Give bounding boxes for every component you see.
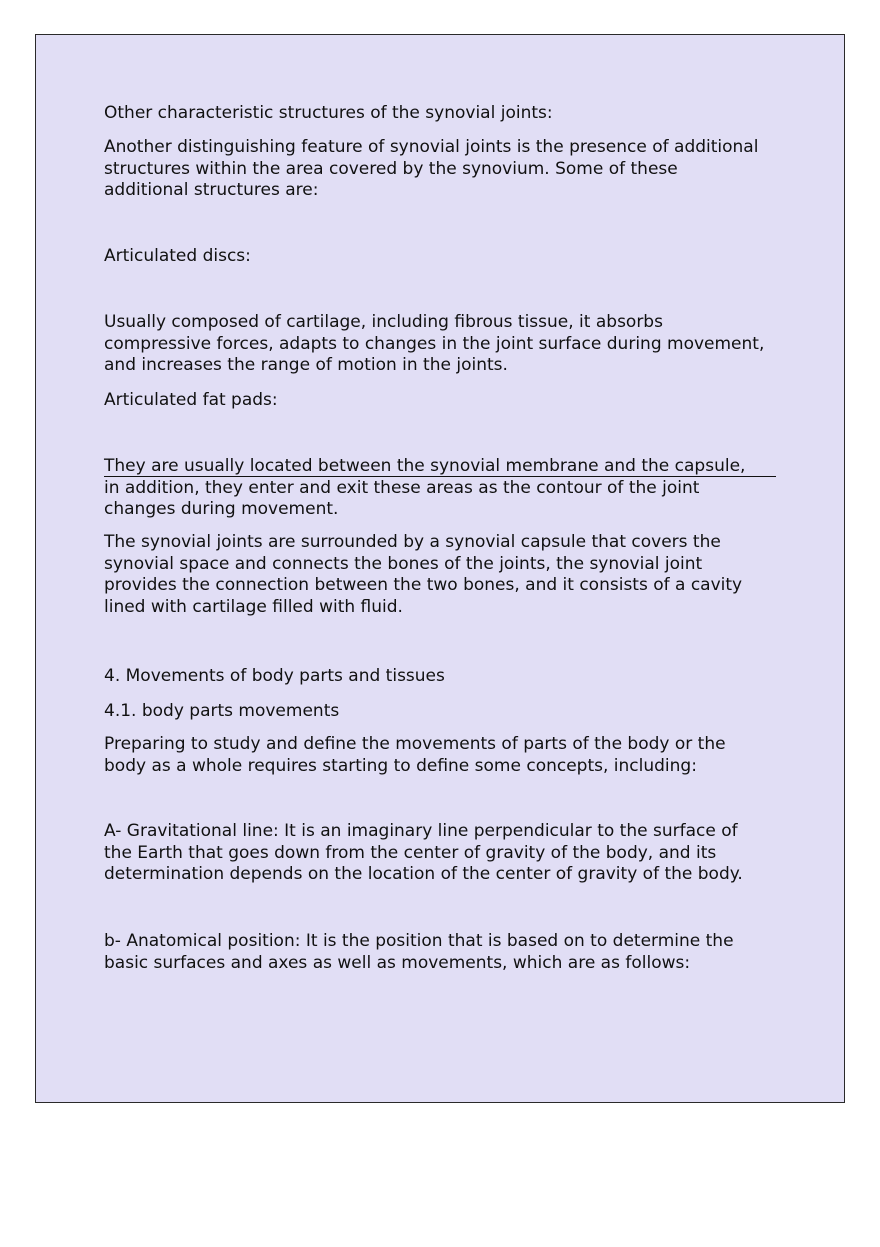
fat-pads-title: Articulated fat pads: xyxy=(104,390,278,410)
section-4-1-heading: 4.1. body parts movements xyxy=(104,701,340,721)
section-4-heading: 4. Movements of body parts and tissues xyxy=(104,666,445,686)
capsule-paragraph: The synovial joints are surrounded by a synovial capsule that covers the synovial space and connects the bones of the joints, the synovial joint provides the connection between the two bones, and it consists of a cavity lined with cartilage filled with fluid. xyxy=(104,532,743,617)
gravitational-line-paragraph: A- Gravitational line: It is an imaginary line perpendicular to the surface of the Earth that goes down from the center of gravity of the body, and its determination depends on the location of the center of gravity of the body. xyxy=(104,821,743,884)
fat-pads-paragraph: They are usually located between the synovial membrane and the capsule, in addition, they enter and exit these areas as the contour of the joint changes during movement. xyxy=(104,456,746,519)
discs-paragraph: Usually composed of cartilage, including fibrous tissue, it absorbs compressive forces, adapts to changes in the joint surface during movement, and increases the range of motion in the joints. xyxy=(104,312,765,375)
section-4-1-paragraph: Preparing to study and define the movements of parts of the body or the body as a whole requires starting to define some concepts, including: xyxy=(104,734,726,776)
underline-rule xyxy=(104,476,776,477)
heading-structures: Other characteristic structures of the synovial joints: xyxy=(104,103,553,123)
discs-title: Articulated discs: xyxy=(104,246,251,266)
intro-paragraph: Another distinguishing feature of synovial joints is the presence of additional structures within the area covered by the synovium. Some of these additional structures are: xyxy=(104,137,759,200)
anatomical-position-paragraph: b- Anatomical position: It is the position that is based on to determine the basic surfaces and axes as well as movements, which are as follows: xyxy=(104,931,734,973)
